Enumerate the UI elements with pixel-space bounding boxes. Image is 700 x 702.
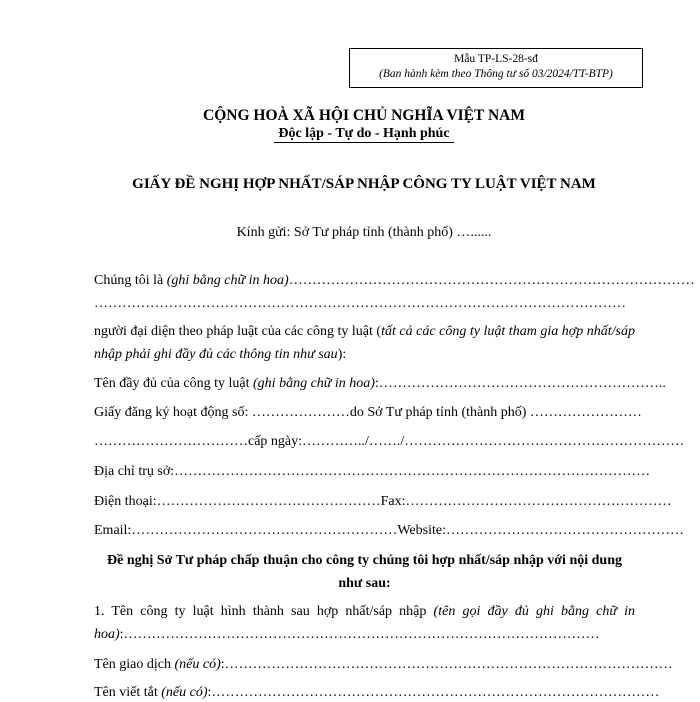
nation-heading: CỘNG HOÀ XÃ HỘI CHỦ NGHĨA VIỆT NAM	[203, 107, 525, 124]
email-website-field: Email:…………………………………………………Website:……………………………………………	[94, 523, 684, 538]
rep-end: ):	[337, 347, 347, 362]
national-motto	[0, 125, 700, 143]
we-are-dots: ……………………………………………………………………………	[288, 273, 695, 288]
phone-fax-field: Điện thoại:…………………………………………Fax:…………………………………………………	[94, 494, 672, 509]
we-are-label: Chúng tôi là	[94, 273, 167, 288]
fullname-label: Tên đầy đủ của công ty luật	[94, 376, 254, 391]
motto-text: Độc lập - Tự do - Hạnh phúc	[274, 126, 453, 143]
addressee-line: Kính gửi: Sở Tư pháp tỉnh (thành phố) …......	[236, 225, 492, 240]
representative-paragraph	[94, 320, 635, 366]
form-issued-note: (Ban hành kèm theo Thông tư số 03/2024/TT-BTP)	[379, 68, 613, 80]
fullname-field	[94, 375, 666, 393]
fullname-hint: (ghi bằng chữ in hoa)	[253, 376, 375, 391]
abbr-label: Tên viết tắt	[94, 685, 162, 700]
item1-text: 1. Tên công ty luật hình thành sau hợp nhất/sáp nhập	[94, 604, 434, 619]
rep-hint: tất cả các công ty luật tham gia hợp nhất/sáp nhập phải ghi đầy đủ các thông tin như sau	[94, 324, 635, 362]
we-are-continuation: ……………………………………………………………………………………………………	[94, 296, 626, 311]
form-code: Mẫu TP-LS-28-sđ	[454, 53, 538, 65]
trade-hint: (nếu có)	[174, 657, 221, 672]
trade-dots: :……………………………………………………………………………………	[220, 657, 673, 672]
item-1-field	[94, 600, 635, 646]
we-are-hint: (ghi bằng chữ in hoa)	[166, 273, 289, 288]
issue-date-field: ……………………………cấp ngày:…………../……./……………………………………………………	[94, 434, 685, 449]
abbreviation-field	[94, 684, 660, 702]
abbr-dots: :……………………………………………………………………………………	[207, 685, 660, 700]
fullname-dots: :……………………………………………………..	[374, 376, 666, 391]
license-field: Giấy đăng ký hoạt động số: …………………do Sở Tư pháp tỉnh (thành phố) ……………………	[94, 405, 642, 420]
address-field: Địa chỉ trụ sở:…………………………………………………………………………………………	[94, 464, 651, 479]
trade-name-field	[94, 656, 673, 674]
item1-dots: :…………………………………………………………………………………………	[119, 627, 600, 642]
document-title: GIẤY ĐỀ NGHỊ HỢP NHẤT/SÁP NHẬP CÔNG TY LUẬT VIỆT NAM	[132, 176, 596, 192]
trade-label: Tên giao dịch	[94, 657, 175, 672]
form-code-box	[349, 48, 643, 88]
request-statement: Đề nghị Sở Tư pháp chấp thuận cho công ty chúng tôi hợp nhất/sáp nhập với nội dung như sau:	[107, 553, 622, 591]
rep-text: người đại diện theo pháp luật của các công ty luật (	[94, 324, 382, 339]
abbr-hint: (nếu có)	[161, 685, 208, 700]
item1-hint: (tên gọi đầy đủ ghi bằng chữ in hoa)	[94, 604, 635, 642]
we-are-field	[94, 272, 695, 290]
